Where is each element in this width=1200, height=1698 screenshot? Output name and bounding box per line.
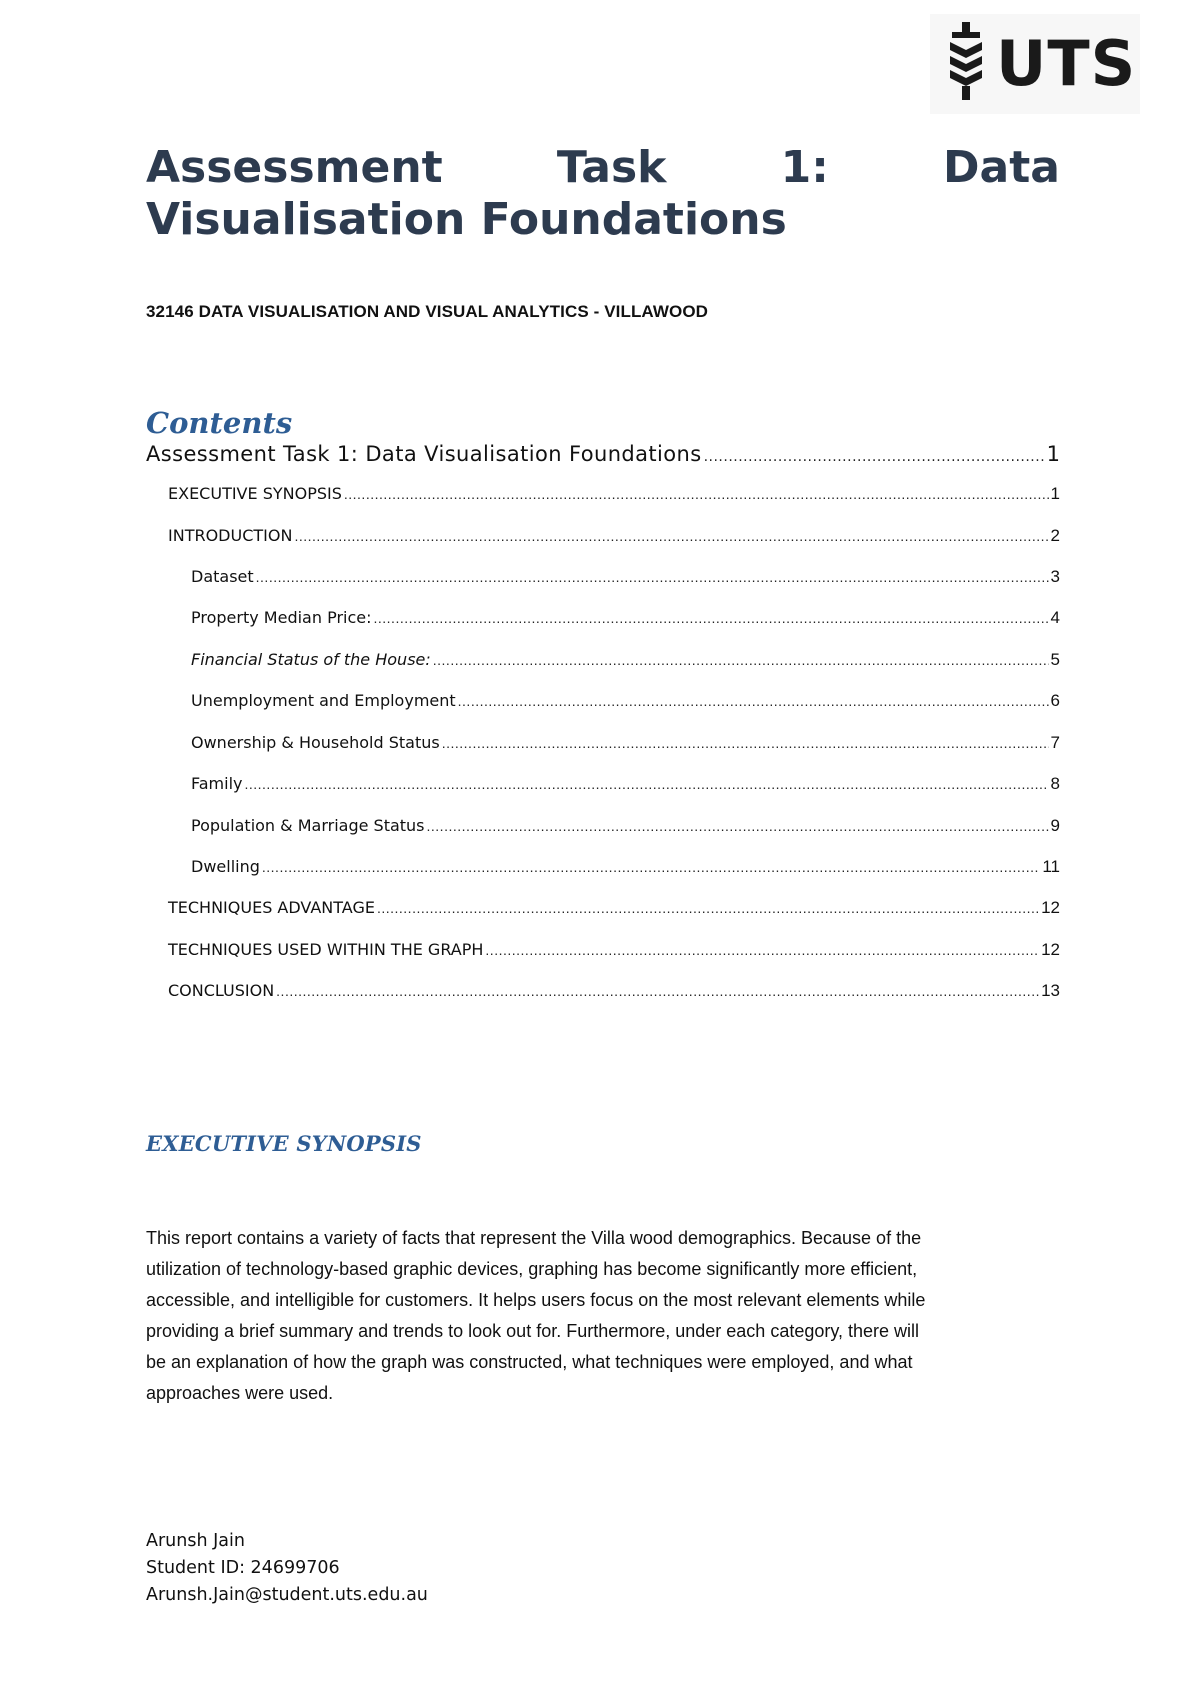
toc-entry-page: 12 xyxy=(1041,940,1060,959)
toc-entry-page: 3 xyxy=(1050,567,1060,586)
toc-leader-dots xyxy=(433,652,1049,668)
toc-entry-page: 1 xyxy=(1046,442,1060,466)
toc-entry-label: Family xyxy=(191,774,243,793)
toc-leader-dots xyxy=(256,569,1049,585)
toc-entry[interactable] xyxy=(146,442,1060,466)
toc-entry-page: 2 xyxy=(1050,526,1060,545)
author-block xyxy=(146,1528,428,1609)
toc-entry-label: Unemployment and Employment xyxy=(191,691,456,710)
toc-leader-dots xyxy=(294,528,1048,544)
uts-crest-icon xyxy=(940,20,992,109)
document-title xyxy=(146,142,1060,246)
toc-entry[interactable] xyxy=(168,981,1060,1001)
toc-entry-label: TECHNIQUES USED WITHIN THE GRAPH xyxy=(168,940,484,959)
toc-entry[interactable] xyxy=(168,898,1060,918)
synopsis-line: utilization of technology-based graphic devices, graphing has become significantly more efficient, xyxy=(146,1259,918,1279)
toc-entry[interactable] xyxy=(191,691,1060,711)
title-word: Task xyxy=(556,142,667,193)
synopsis-line: accessible, and intelligible for customers. It helps users focus on the most relevant elements while xyxy=(146,1290,926,1310)
synopsis-line: providing a brief summary and trends to look out for. Furthermore, under each category, there will xyxy=(146,1321,920,1341)
toc-entry-page: 1 xyxy=(1050,484,1060,503)
title-word: Assessment xyxy=(146,142,443,193)
toc-entry[interactable] xyxy=(191,816,1060,836)
toc-entry-page: 8 xyxy=(1050,774,1060,793)
uts-logo xyxy=(930,14,1140,114)
toc-leader-dots xyxy=(485,942,1039,958)
toc-leader-dots xyxy=(276,983,1039,999)
toc-entry[interactable] xyxy=(191,567,1060,587)
synopsis-line: This report contains a variety of facts that represent the Villa wood demographics. Because of the xyxy=(146,1228,922,1248)
student-id: Student ID: 24699706 xyxy=(146,1558,340,1578)
title-word: Data xyxy=(943,142,1060,193)
toc-entry-page: 13 xyxy=(1041,981,1060,1000)
toc-entry-label: CONCLUSION xyxy=(168,981,275,1000)
toc-entry-label: Dataset xyxy=(191,567,254,586)
executive-synopsis-heading: EXECUTIVE SYNOPSIS xyxy=(146,1131,422,1156)
toc-entry-label: EXECUTIVE SYNOPSIS xyxy=(168,484,342,503)
executive-synopsis-text xyxy=(146,1223,1046,1409)
contents-heading: Contents xyxy=(146,406,293,440)
author-name: Arunsh Jain xyxy=(146,1531,245,1551)
toc-entry[interactable] xyxy=(168,484,1060,504)
toc-entry-label: Assessment Task 1: Data Visualisation Foundations xyxy=(146,442,702,466)
subject-code: 32146 DATA VISUALISATION AND VISUAL ANALYTICS - VILLAWOOD xyxy=(146,302,709,321)
toc-leader-dots xyxy=(262,859,1040,875)
toc-entry-label: TECHNIQUES ADVANTAGE xyxy=(168,898,375,917)
toc-entry-label: INTRODUCTION xyxy=(168,526,293,545)
toc-entry[interactable] xyxy=(191,650,1060,670)
toc-leader-dots xyxy=(442,735,1049,751)
toc-entry-page: 7 xyxy=(1050,733,1060,752)
toc-entry[interactable] xyxy=(191,857,1060,877)
title-word: 1: xyxy=(780,142,829,193)
toc-leader-dots xyxy=(377,900,1039,916)
toc-entry-page: 11 xyxy=(1042,857,1060,876)
toc-leader-dots xyxy=(344,486,1049,502)
synopsis-line: approaches were used. xyxy=(146,1383,334,1403)
toc-entry-label: Population & Marriage Status xyxy=(191,816,425,835)
toc-entry-label: Property Median Price: xyxy=(191,608,372,627)
title-line-2: Visualisation Foundations xyxy=(146,194,787,245)
toc-entry[interactable] xyxy=(191,733,1060,753)
toc-entry-label: Financial Status of the House: xyxy=(191,650,431,669)
toc-leader-dots xyxy=(458,693,1049,709)
toc-entry-page: 12 xyxy=(1041,898,1060,917)
toc-entry-page: 9 xyxy=(1050,816,1060,835)
toc-leader-dots xyxy=(427,818,1049,834)
toc-leader-dots xyxy=(374,610,1049,626)
title-line-1 xyxy=(146,142,1060,194)
toc-entry-page: 5 xyxy=(1050,650,1060,669)
toc-entry[interactable] xyxy=(168,940,1060,960)
toc-entry-page: 6 xyxy=(1050,691,1060,710)
toc-entry[interactable] xyxy=(191,774,1060,794)
uts-wordmark: UTS xyxy=(996,27,1137,100)
toc-leader-dots xyxy=(704,449,1045,465)
toc-entry-label: Dwelling xyxy=(191,857,260,876)
toc-entry[interactable] xyxy=(191,608,1060,628)
synopsis-line: be an explanation of how the graph was constructed, what techniques were employed, and what xyxy=(146,1352,913,1372)
toc-entry-label: Ownership & Household Status xyxy=(191,733,440,752)
toc-entry-page: 4 xyxy=(1050,608,1060,627)
toc-entry[interactable] xyxy=(168,526,1060,546)
toc-leader-dots xyxy=(244,776,1048,792)
author-email[interactable]: Arunsh.Jain@student.uts.edu.au xyxy=(146,1585,428,1605)
